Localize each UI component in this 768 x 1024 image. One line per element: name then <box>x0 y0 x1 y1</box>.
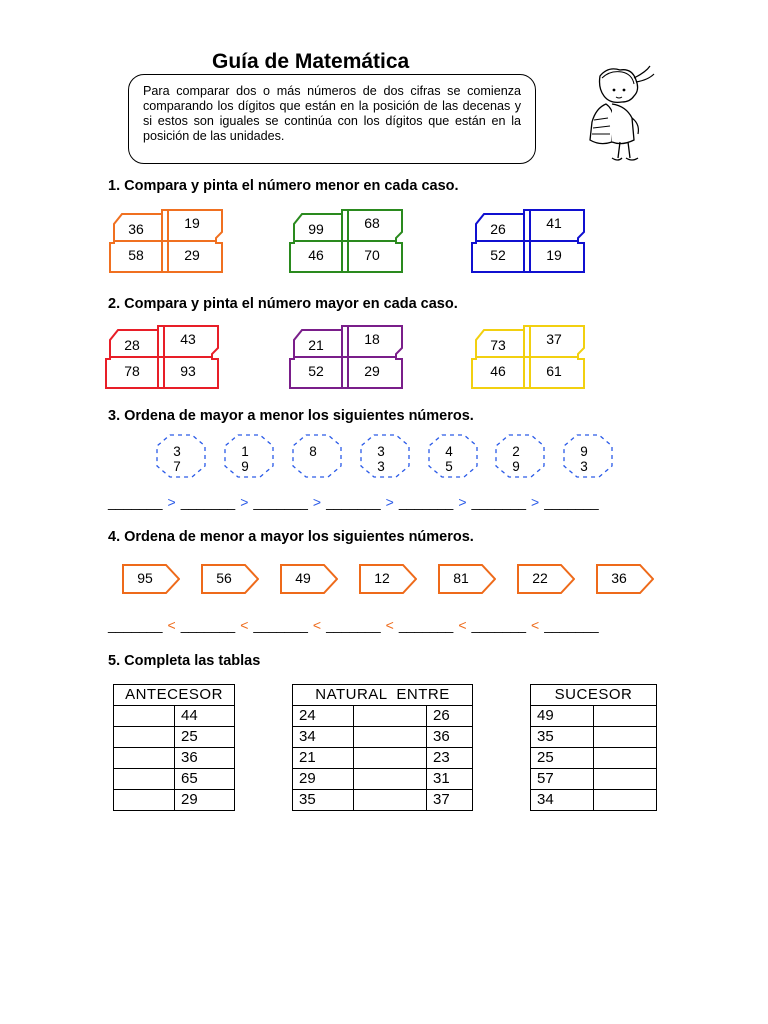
table-cell: 29 <box>293 769 354 790</box>
natural-entre-table <box>292 684 473 811</box>
answer-cell[interactable] <box>594 748 657 769</box>
number-box-cell[interactable]: 19 <box>184 215 200 231</box>
answer-cell[interactable] <box>354 769 427 790</box>
answer-cell[interactable] <box>594 769 657 790</box>
table-cell: 21 <box>293 748 354 769</box>
number-box-cell[interactable]: 29 <box>364 363 380 379</box>
natural-header: NATURAL ENTRE <box>293 685 473 706</box>
intro-box: Para comparar dos o más números de dos cifras se comienza comparando los dígitos que están en la posición de las decenas y si estos son iguales se continúa con los dígitos que están en la posición de las unidades. <box>128 74 536 164</box>
number-box-cell[interactable]: 18 <box>364 331 380 347</box>
girl-with-backpack-illustration <box>560 62 670 166</box>
comparison-symbol: > <box>531 494 540 510</box>
number-box-cell[interactable]: 68 <box>364 215 380 231</box>
number-box-cell[interactable]: 58 <box>128 247 144 263</box>
table-cell: 34 <box>293 727 354 748</box>
answer-blank[interactable]: _______ <box>108 617 163 633</box>
answer-cell[interactable] <box>114 748 175 769</box>
table-cell: 36 <box>427 727 473 748</box>
number-box-cell[interactable]: 78 <box>124 363 140 379</box>
answer-blank[interactable]: _______ <box>180 494 236 510</box>
pentagon-number: 49 <box>295 570 311 586</box>
number-box-cell[interactable]: 99 <box>308 221 324 237</box>
section3-title: 3. Ordena de mayor a menor los siguientes números. <box>108 408 474 424</box>
table-cell: 23 <box>427 748 473 769</box>
pentagon-number: 95 <box>137 570 153 586</box>
pentagon-number: 12 <box>374 570 390 586</box>
table-cell: 25 <box>531 748 594 769</box>
table-cell: 57 <box>531 769 594 790</box>
section2-title: 2. Compara y pinta el número mayor en cada caso. <box>108 296 458 312</box>
comparison-symbol: < <box>312 617 322 633</box>
comparison-symbol: > <box>458 494 467 510</box>
octagon-digit: 9 <box>580 444 588 459</box>
pentagon-number: 36 <box>611 570 627 586</box>
answer-blank[interactable]: _______ <box>253 617 308 633</box>
order-line-desc <box>108 494 599 510</box>
answer-cell[interactable] <box>114 769 175 790</box>
table-cell: 65 <box>175 769 235 790</box>
answer-blank[interactable]: _______ <box>544 494 599 510</box>
sucesor-header: SUCESOR <box>531 685 657 706</box>
octagon-digit: 1 <box>241 444 249 459</box>
answer-blank[interactable]: _______ <box>108 494 163 510</box>
number-box-cell[interactable]: 93 <box>180 363 196 379</box>
pentagon-number: 81 <box>453 570 469 586</box>
answer-cell[interactable] <box>354 727 427 748</box>
number-box-cell[interactable]: 43 <box>180 331 196 347</box>
table-cell: 49 <box>531 706 594 727</box>
number-box-cell[interactable]: 46 <box>490 363 506 379</box>
number-box-cell[interactable]: 37 <box>546 331 562 347</box>
answer-blank[interactable]: _______ <box>326 494 381 510</box>
table-cell: 25 <box>175 727 235 748</box>
answer-cell[interactable] <box>114 727 175 748</box>
comparison-symbol: > <box>312 494 322 510</box>
number-box-cell[interactable]: 21 <box>308 337 324 353</box>
number-box-cell[interactable]: 26 <box>490 221 506 237</box>
number-box-cell[interactable]: 41 <box>546 215 562 231</box>
table-cell: 29 <box>175 790 235 811</box>
answer-blank[interactable]: _______ <box>544 617 599 633</box>
comparison-symbol: > <box>167 494 176 510</box>
table-cell: 35 <box>531 727 594 748</box>
answer-blank[interactable]: _______ <box>471 617 527 633</box>
table-cell: 44 <box>175 706 235 727</box>
number-box-cell[interactable]: 19 <box>546 247 562 263</box>
number-box-cell[interactable]: 29 <box>184 247 200 263</box>
comparison-symbol: < <box>167 617 176 633</box>
octagon-digit: 9 <box>512 459 520 474</box>
number-box-cell[interactable]: 61 <box>546 363 562 379</box>
octagon-digit: 9 <box>241 459 249 474</box>
comparison-symbol: < <box>531 617 540 633</box>
octagon-digit: 3 <box>377 459 385 474</box>
comparison-symbol: < <box>240 617 249 633</box>
answer-blank[interactable]: _______ <box>471 494 527 510</box>
sucesor-table <box>530 684 657 811</box>
table-cell: 37 <box>427 790 473 811</box>
octagon-digit: 2 <box>512 444 520 459</box>
answer-blank[interactable]: _______ <box>398 617 454 633</box>
order-line-asc <box>108 617 599 633</box>
number-box-cell[interactable]: 73 <box>490 337 506 353</box>
number-box-cell[interactable]: 28 <box>124 337 140 353</box>
number-box-cell[interactable]: 36 <box>128 221 144 237</box>
number-box-cell[interactable]: 52 <box>308 363 324 379</box>
answer-blank[interactable]: _______ <box>326 617 381 633</box>
pentagon-number: 56 <box>216 570 232 586</box>
answer-blank[interactable]: _______ <box>398 494 454 510</box>
table-cell: 24 <box>293 706 354 727</box>
answer-cell[interactable] <box>354 790 427 811</box>
table-cell: 34 <box>531 790 594 811</box>
page-title: Guía de Matemática <box>212 50 410 73</box>
table-cell: 35 <box>293 790 354 811</box>
answer-cell[interactable] <box>594 706 657 727</box>
answer-cell[interactable] <box>354 748 427 769</box>
answer-cell[interactable] <box>114 790 175 811</box>
answer-cell[interactable] <box>594 790 657 811</box>
octagon-digit: 5 <box>445 459 453 474</box>
octagon-digit: 4 <box>445 444 453 459</box>
octagon-digit: 7 <box>173 459 181 474</box>
octagon-digit: 8 <box>309 444 317 459</box>
comparison-symbol: < <box>385 617 394 633</box>
antecesor-header: ANTECESOR <box>114 685 235 706</box>
answer-cell[interactable] <box>114 706 175 727</box>
answer-cell[interactable] <box>354 706 427 727</box>
answer-blank[interactable]: _______ <box>180 617 236 633</box>
octagon-digit: 3 <box>377 444 385 459</box>
number-box-cell[interactable]: 52 <box>490 247 506 263</box>
table-cell: 26 <box>427 706 473 727</box>
comparison-symbol: < <box>458 617 467 633</box>
section5-title: 5. Completa las tablas <box>108 653 261 669</box>
comparison-symbol: > <box>385 494 394 510</box>
table-cell: 36 <box>175 748 235 769</box>
number-box-cell[interactable]: 70 <box>364 247 380 263</box>
octagon-digit: 3 <box>580 459 588 474</box>
octagon-digit: 3 <box>173 444 181 459</box>
section1-title: 1. Compara y pinta el número menor en cada caso. <box>108 178 459 194</box>
table-cell: 31 <box>427 769 473 790</box>
number-box-cell[interactable]: 46 <box>308 247 324 263</box>
antecesor-table <box>113 684 235 811</box>
answer-cell[interactable] <box>594 727 657 748</box>
section4-title: 4. Ordena de menor a mayor los siguientes números. <box>108 529 474 545</box>
pentagon-number: 22 <box>532 570 548 586</box>
answer-blank[interactable]: _______ <box>253 494 308 510</box>
comparison-symbol: > <box>240 494 249 510</box>
